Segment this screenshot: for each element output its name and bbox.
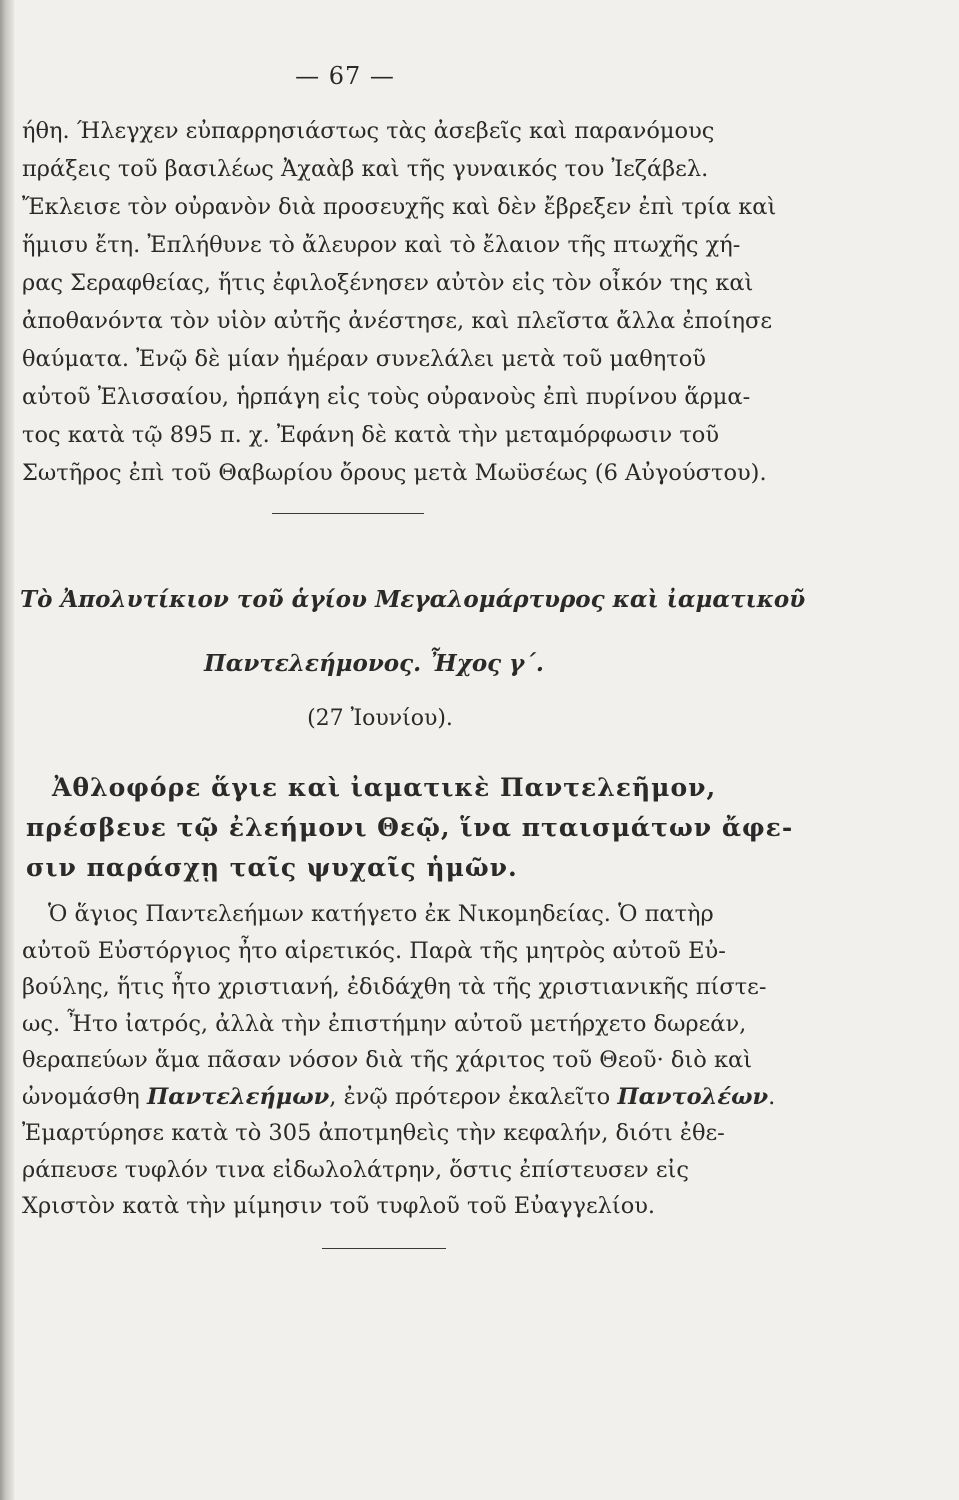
biography-line: θεραπεύων ἅμα πᾶσαν νόσον διὰ τῆς χάριτος τοῦ Θεοῦ· διὸ καὶ	[22, 1047, 753, 1073]
intro-line: τος κατὰ τῷ 895 π. χ. Ἐφάνη δὲ κατὰ τὴν μεταμόρφωσιν τοῦ	[22, 422, 720, 448]
saint-name-old: Παντολέων	[617, 1083, 769, 1110]
intro-line: ήθη. Ήλεγχεν εὐπαρρησιάστως τὰς ἀσεβεῖς καὶ παρανόμους	[22, 118, 715, 144]
intro-line: ἀποθανόντα τὸν υἱὸν αὐτῆς ἀνέστησε, καὶ πλεῖστα ἄλλα ἐποίησε	[22, 308, 773, 334]
apolytikion-hymn	[26, 768, 794, 888]
page-number: — 67 —	[295, 62, 395, 90]
end-divider	[322, 1248, 446, 1249]
feast-date: (27 Ἰουνίου).	[307, 706, 453, 731]
binding-gutter	[0, 0, 14, 1500]
biography-line: βούλης, ἥτις ἦτο χριστιανή, ἐδιδάχθη τὰ τῆς χριστιανικῆς πίστε-	[22, 974, 767, 1000]
biography-line: αὐτοῦ Εὐστόργιος ἦτο αἱρετικός. Παρὰ τῆς μητρὸς αὐτοῦ Εὐ-	[22, 937, 726, 964]
section-heading-subtitle: Παντελεήμονος. Ἦχος γ΄.	[204, 650, 544, 677]
intro-line: Σωτῆρος ἐπὶ τοῦ Θαβωρίου ὄρους μετὰ Μωϋσέως (6 Αὐγούστου).	[22, 460, 767, 486]
biography-line: Χριστὸν κατὰ τὴν μίμησιν τοῦ τυφλοῦ τοῦ Εὐαγγελίου.	[22, 1193, 656, 1219]
biography-paragraph	[22, 896, 776, 1225]
intro-line: ἥμισυ ἔτη. Ἐπλήθυνε τὸ ἄλευρον καὶ τὸ ἔλαιον τῆς πτωχῆς χή-	[22, 232, 741, 258]
biography-line: ως. Ἦτο ἰατρός, ἀλλὰ τὴν ἐπιστήμην αὐτοῦ μετήρχετο δωρεάν,	[22, 1010, 747, 1037]
intro-line: πράξεις τοῦ βασιλέως Ἀχαὰβ καὶ τῆς γυναικός του Ἰεζάβελ.	[22, 156, 709, 182]
biography-text: , ἐνῷ πρότερον ἐκαλεῖτο	[329, 1083, 618, 1110]
biography-line: ράπευσε τυφλόν τινα εἰδωλολάτρην, ὅστις ἐπίστευσεν εἰς	[22, 1156, 689, 1183]
biography-text: .	[768, 1083, 776, 1110]
biography-text: ὠνομάσθη	[22, 1083, 147, 1110]
intro-line: Ἔκλεισε τὸν οὐρανὸν διὰ προσευχῆς καὶ δὲν ἔβρεξεν ἐπὶ τρία καὶ	[22, 194, 777, 220]
saint-name-new: Παντελεήμων	[146, 1083, 330, 1110]
hymn-line: σιν παράσχῃ ταῖς ψυχαῖς ἡμῶν.	[26, 853, 518, 882]
hymn-line: Ἀθλοφόρε ἅγιε καὶ ἰαματικὲ Παντελεῆμον,	[52, 773, 717, 802]
intro-line: αὐτοῦ Ἐλισσαίου, ἡρπάγη εἰς τοὺς οὐρανοὺς ἐπὶ πυρίνου ἅρμα-	[22, 384, 751, 410]
intro-line: θαύματα. Ἐνῷ δὲ μίαν ἡμέραν συνελάλει μετὰ τοῦ μαθητοῦ	[22, 346, 706, 372]
biography-line: Ὁ ἅγιος Παντελεήμων κατήγετο ἐκ Νικομηδείας. Ὁ πατὴρ	[48, 901, 714, 927]
biography-line	[22, 1079, 776, 1116]
hymn-line: πρέσβευε τῷ ἐλεήμονι Θεῷ, ἵνα πταισμάτων ἄφε-	[26, 813, 794, 842]
intro-line: ρας Σεραφθείας, ἥτις ἐφιλοξένησεν αὐτὸν εἰς τὸν οἶκόν της καὶ	[22, 270, 754, 296]
section-heading: Τὸ Ἀπολυτίκιον τοῦ ἁγίου Μεγαλομάρτυρος καὶ ἰαματικοῦ	[20, 586, 806, 613]
section-divider	[272, 513, 424, 514]
intro-paragraph	[22, 112, 777, 492]
biography-line: Ἐμαρτύρησε κατὰ τὸ 305 ἀποτμηθεὶς τὴν κεφαλήν, διότι ἐθε-	[22, 1120, 725, 1146]
